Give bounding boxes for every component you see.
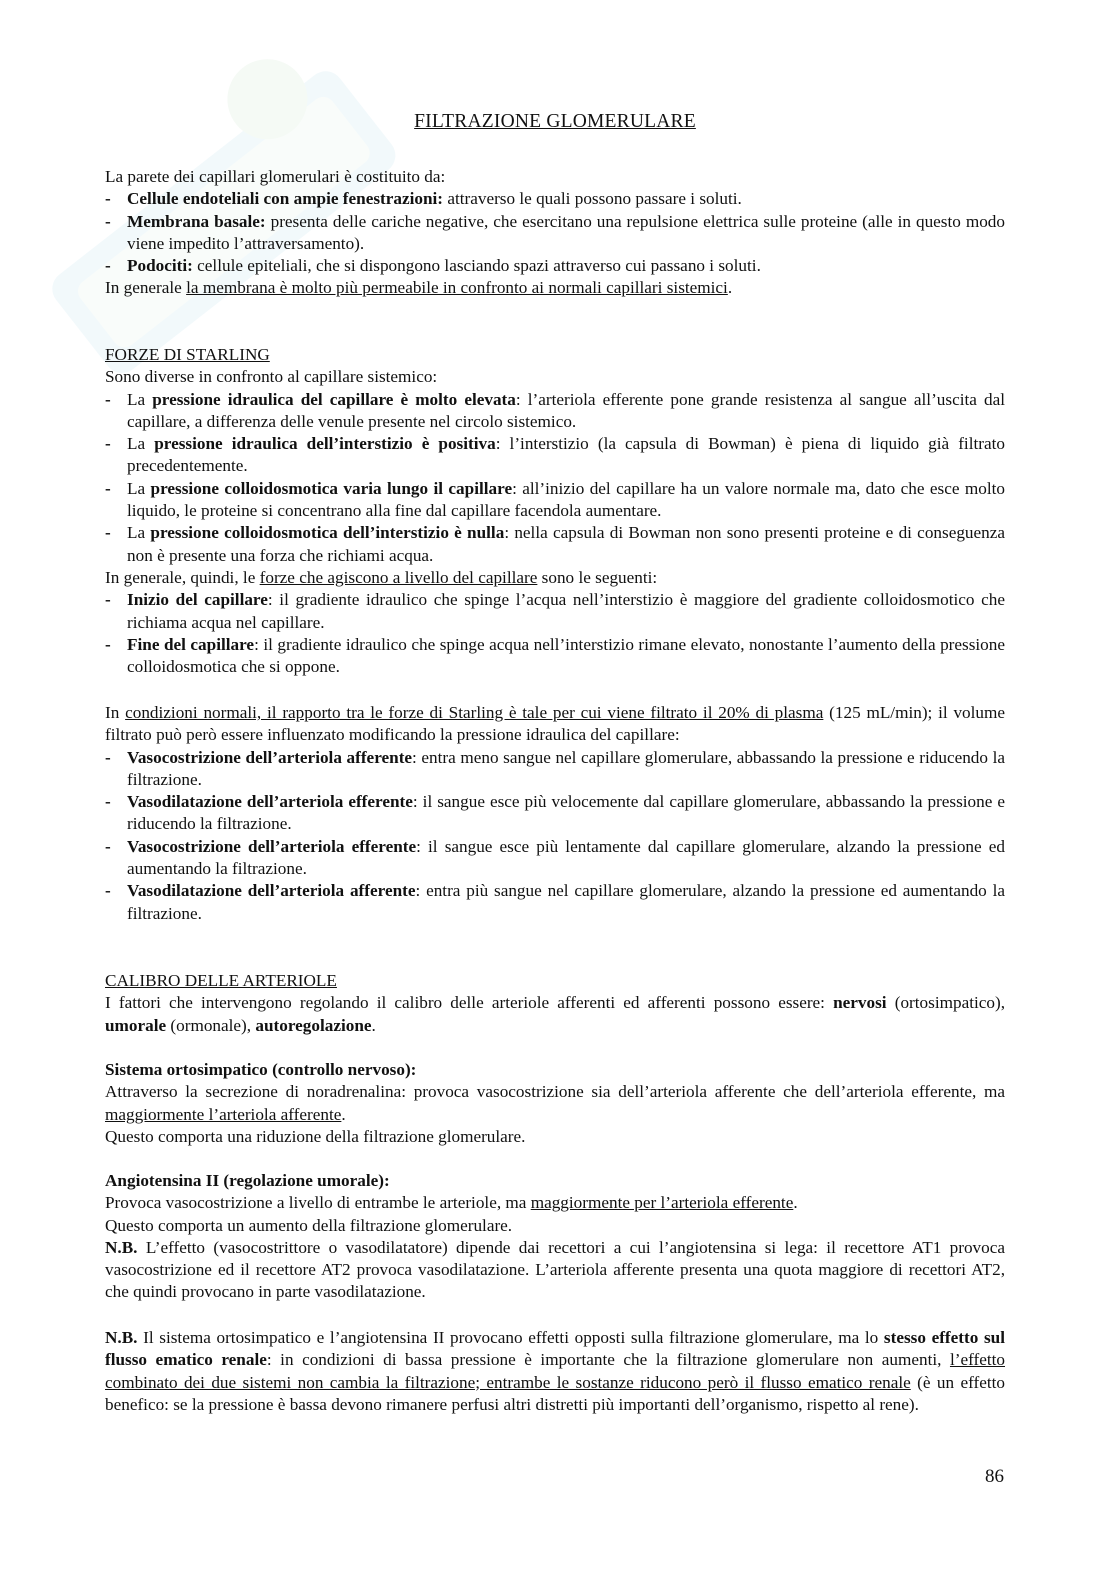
angio-p2: Questo comporta un aumento della filtrazione glomerulare.	[105, 1215, 513, 1235]
page-number: 86	[985, 1466, 1004, 1487]
calibro-text: I fattori che intervengono regolando il calibro delle arteriole afferenti ed afferenti possono essere: nervosi (ortosimpatico), umorale (ormonale), autoregolazione.	[105, 993, 1005, 1035]
starling-section	[105, 344, 1005, 678]
orto-section	[105, 1059, 1005, 1148]
list-item: - Inizio del capillare: il gradiente idraulico che spinge l’acqua nell’interstizio è maggiore del gradiente colloidosmotico che richiama acqua nel capillare.	[105, 589, 1005, 634]
final-nb-section	[105, 1327, 1005, 1416]
angio-nb: N.B. L’effetto (vasocostrittore o vasodilatatore) dipende dai recettori a cui l’angiotensina si lega: il recettore AT1 provoca vasocostrizione ed il recettore AT2 provoca vasodilatazione. L’arteriola afferente presenta una quota maggiore di recettori AT2, che quindi provocano in parte vasodilatazione.	[105, 1237, 1005, 1302]
intro-closing: In generale la membrana è molto più permeabile in confronto ai normali capillari sistemici.	[105, 278, 733, 298]
normal-conditions-text: In condizioni normali, il rapporto tra le forze di Starling è tale per cui viene filtrato il 20% di plasma (125 mL/min); il volume filtrato può però essere influenzato modificando la pressione idraulica del capillare:	[105, 703, 1005, 745]
list-item: - Cellule endoteliali con ampie fenestrazioni: attraverso le quali possono passare i soluti.	[105, 188, 1005, 210]
list-item: - La pressione colloidosmotica dell’interstizio è nulla: nella capsula di Bowman non sono presenti proteine e di conseguenza non è presente una forza che richiami acqua.	[105, 522, 1005, 567]
page-title: FILTRAZIONE GLOMERULARE	[414, 111, 696, 132]
starling-heading: FORZE DI STARLING	[105, 345, 270, 364]
starling-list	[105, 389, 1005, 567]
intro-section	[105, 166, 1005, 300]
changes-list	[105, 747, 1005, 925]
angio-heading: Angiotensina II (regolazione umorale):	[105, 1171, 390, 1190]
list-item: - La pressione idraulica del capillare è molto elevata: l’arteriola efferente pone grande resistenza al sangue all’uscita dal capillare, a differenza delle venule presente nel circolo sistemico.	[105, 389, 1005, 434]
calibro-heading: CALIBRO DELLE ARTERIOLE	[105, 971, 337, 990]
list-item: - Vasodilatazione dell’arteriola afferente: entra più sangue nel capillare glomerulare, alzando la pressione ed aumentando la filtrazione.	[105, 880, 1005, 925]
orto-p1: Attraverso la secrezione di noradrenalina: provoca vasocostrizione sia dell’arteriola afferente che dell’arteriola efferente, ma maggiormente l’arteriola afferente.	[105, 1082, 1005, 1124]
list-item: - La pressione colloidosmotica varia lungo il capillare: all’inizio del capillare ha un valore normale ma, dato che esce molto liquido, le proteine si concentrano alla fine dal capillare facendola aumentare.	[105, 478, 1005, 523]
list-item: - Vasodilatazione dell’arteriola efferente: il sangue esce più velocemente dal capillare glomerulare, abbassando la pressione e riducendo la filtrazione.	[105, 791, 1005, 836]
starling-general: In generale, quindi, le forze che agiscono a livello del capillare sono le seguenti:	[105, 567, 658, 587]
intro-lead: La parete dei capillari glomerulari è costituito da:	[105, 167, 446, 186]
angio-p1: Provoca vasocostrizione a livello di entrambe le arteriole, ma maggiormente per l’arteriola efferente.	[105, 1193, 798, 1213]
orto-p2: Questo comporta una riduzione della filtrazione glomerulare.	[105, 1126, 526, 1146]
list-item: - La pressione idraulica dell’interstizio è positiva: l’interstizio (la capsula di Bowman) è piena di liquido già filtrato precedentemente.	[105, 433, 1005, 478]
normal-conditions-section	[105, 702, 1005, 925]
intro-list	[105, 188, 1005, 277]
final-nb-text: N.B. Il sistema ortosimpatico e l’angiotensina II provocano effetti opposti sulla filtrazione glomerulare, ma lo stesso effetto sul flusso ematico renale: in condizioni di bassa pressione è importante che la filtrazione glomerulare non aumenti, l’effetto combinato dei due sistemi non cambia la filtrazione; entrambe le sostanze riducono però il flusso ematico renale (è un effetto benefico: se la pressione è bassa devono rimanere perfusi altri distretti più importanti dell’organismo, rispetto al rene).	[105, 1328, 1006, 1414]
list-item: - Vasocostrizione dell’arteriola efferente: il sangue esce più lentamente dal capillare glomerulare, alzando la pressione ed aumentando la filtrazione.	[105, 836, 1005, 881]
forces-list	[105, 589, 1005, 678]
list-item: - Membrana basale: presenta delle cariche negative, che esercitano una repulsione elettrica sulle proteine (alle in questo modo viene impedito l’attraversamento).	[105, 211, 1005, 256]
orto-heading: Sistema ortosimpatico (controllo nervoso):	[105, 1060, 417, 1079]
list-item: - Podociti: cellule epiteliali, che si dispongono lasciando spazi attraverso cui passano i soluti.	[105, 255, 1005, 277]
angio-section	[105, 1170, 1005, 1304]
list-item: - Fine del capillare: il gradiente idraulico che spinge acqua nell’interstizio rimane elevato, nonostante l’aumento della pressione colloidosmotica che si oppone.	[105, 634, 1005, 679]
list-item: - Vasocostrizione dell’arteriola afferente: entra meno sangue nel capillare glomerulare, abbassando la pressione e riducendo la filtrazione.	[105, 747, 1005, 792]
starling-lead: Sono diverse in confronto al capillare sistemico:	[105, 367, 438, 387]
calibro-section	[105, 970, 1005, 1037]
